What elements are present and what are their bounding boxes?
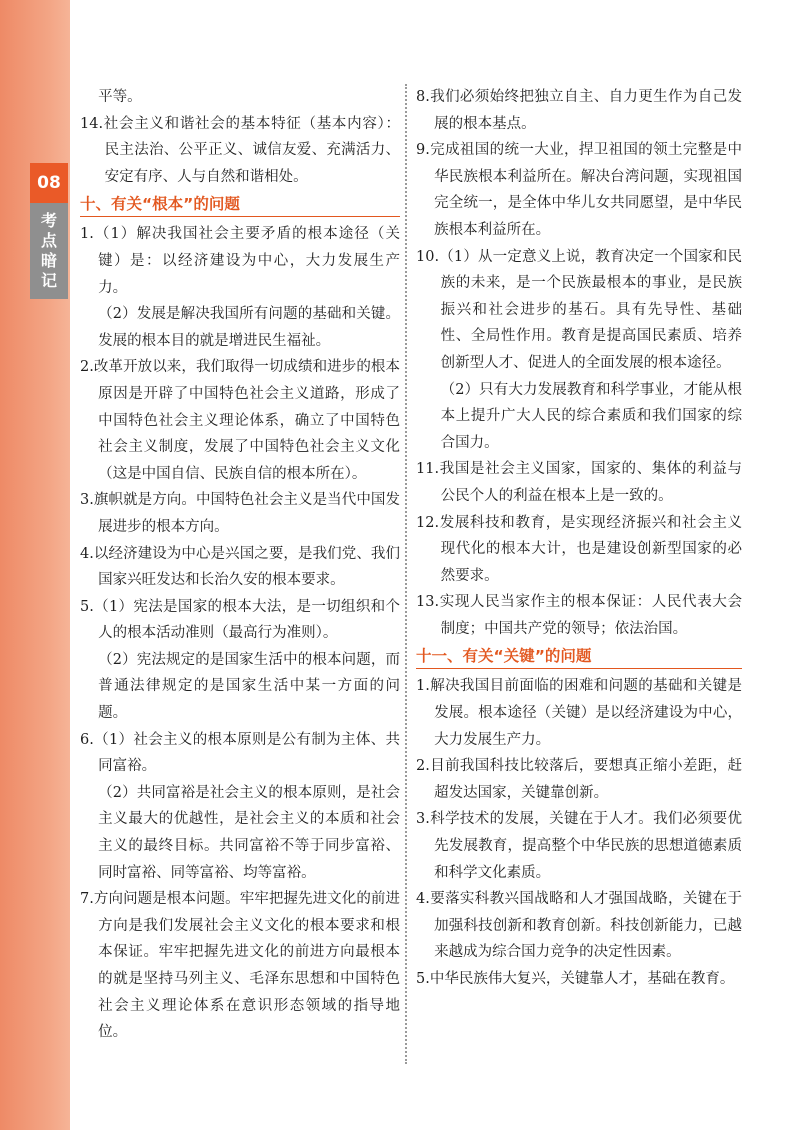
key-item-1: 1.解决我国目前面临的困难和问题的基础和关键是发展。根本途径（关键）是以经济建设为中心，大力发展生产力。	[416, 678, 742, 748]
list-item-9: 9.完成祖国的统一大业，捍卫祖国的领土完整是中华民族根本利益所在。解决台湾问题，实现祖国完全统一，是全体中华儿女共同愿望，是中华民族根本利益所在。	[416, 142, 742, 238]
list-item-2: 2.改革开放以来，我们取得一切成绩和进步的根本原因是开辟了中国特色社会主义道路，形成了中国特色社会主义理论体系，确立了中国特色社会主义制度，发展了中国特色社会主义文化（这是中国自信、民族自信的根本所在）。	[80, 359, 400, 482]
key-item-2: 2.目前我国科技比较落后，要想真正缩小差距，赶超发达国家，关键靠创新。	[416, 758, 742, 801]
list-item-12: 12.发展科技和教育，是实现经济振兴和社会主义现代化的根本大计，也是建设创新型国家的必然要求。	[416, 514, 742, 584]
list-item-8: 8.我们必须始终把独立自主、自力更生作为自己发展的根本基点。	[416, 89, 742, 132]
list-item-1a: 1.（1）解决我国社会主要矛盾的根本途径（关键）是：以经济建设为中心，大力发展生产力。	[80, 226, 400, 296]
list-item-6b: （2）共同富裕是社会主义的根本原则，是社会主义最大的优越性，是社会主义的本质和社会主义的最终目标。共同富裕不等于同步富裕、同时富裕、同等富裕、均等富裕。	[98, 784, 400, 881]
list-item-5b: （2）宪法规定的是国家生活中的根本问题，而普通法律规定的是国家生活中某一方面的问题。	[98, 651, 400, 722]
list-item-7: 7.方向问题是根本问题。牢牢把握先进文化的前进方向是我们发展社会主义文化的根本要求和根本保证。牢牢把握先进文化的前进方向最根本的就是坚持马列主义、毛泽东思想和中国特色社会主义理论体系在意识形态领域的指导地位。	[80, 891, 400, 1041]
key-item-4: 4.要落实科教兴国战略和人才强国战略，关键在于加强科技创新和教育创新。科技创新能力，已越来越成为综合国力竞争的决定性因素。	[416, 891, 742, 961]
list-item-4: 4.以经济建设为中心是兴国之要，是我们党、我们国家兴旺发达和长治久安的根本要求。	[80, 545, 400, 589]
list-item-3: 3.旗帜就是方向。中国特色社会主义是当代中国发展进步的根本方向。	[80, 492, 400, 535]
section-heading-root: 十、有关“根本”的问题	[80, 192, 400, 217]
chapter-label-char: 考	[40, 211, 57, 230]
list-item-6a: 6.（1）社会主义的根本原则是公有制为主体、共同富裕。	[80, 731, 400, 775]
chapter-label-char: 暗	[40, 251, 57, 270]
list-item-1b: （2）发展是解决我国所有问题的基础和关键。发展的根本目的就是增进民生福祉。	[98, 306, 400, 349]
list-item-13: 13.实现人民当家作主的根本保证：人民代表大会制度；中国共产党的领导；依法治国。	[416, 594, 742, 637]
list-item-14: 14.社会主义和谐社会的基本特征（基本内容）：民主法治、公平正义、诚信友爱、充满活力、安定有序、人与自然和谐相处。	[80, 115, 400, 185]
right-column	[416, 84, 742, 993]
chapter-label-char: 点	[40, 231, 57, 250]
list-item-10a: 10.（1）从一定意义上说，教育决定一个国家和民族的未来，是一个民族最根本的事业，是民族振兴和社会进步的基石。具有先导性、基础性、全局性作用。教育是提高国民素质、培养创新型人才、促进人的全面发展的根本途径。	[416, 248, 742, 371]
left-column	[80, 84, 400, 1046]
list-item-10b: （2）只有大力发展教育和科学事业，才能从根本上提升广大人民的综合素质和我们国家的综合国力。	[440, 381, 742, 451]
continued-text: 平等。	[98, 89, 142, 105]
section-heading-key: 十一、有关“关键”的问题	[416, 644, 742, 669]
column-divider	[405, 84, 407, 1064]
key-item-5: 5.中华民族伟大复兴，关键靠人才，基础在教育。	[416, 971, 735, 987]
list-item-5a: 5.（1）宪法是国家的根本大法，是一切组织和个人的根本活动准则（最高行为准则）。	[80, 598, 400, 642]
chapter-number-tab: 08	[30, 163, 68, 203]
chapter-label-tab	[30, 203, 68, 299]
chapter-label-char: 记	[40, 271, 57, 290]
key-item-3: 3.科学技术的发展，关键在于人才。我们必须要优先发展教育，提高整个中华民族的思想道德素质和科学文化素质。	[416, 811, 742, 881]
list-item-11: 11.我国是社会主义国家，国家的、集体的利益与公民个人的利益在根本上是一致的。	[416, 461, 742, 504]
